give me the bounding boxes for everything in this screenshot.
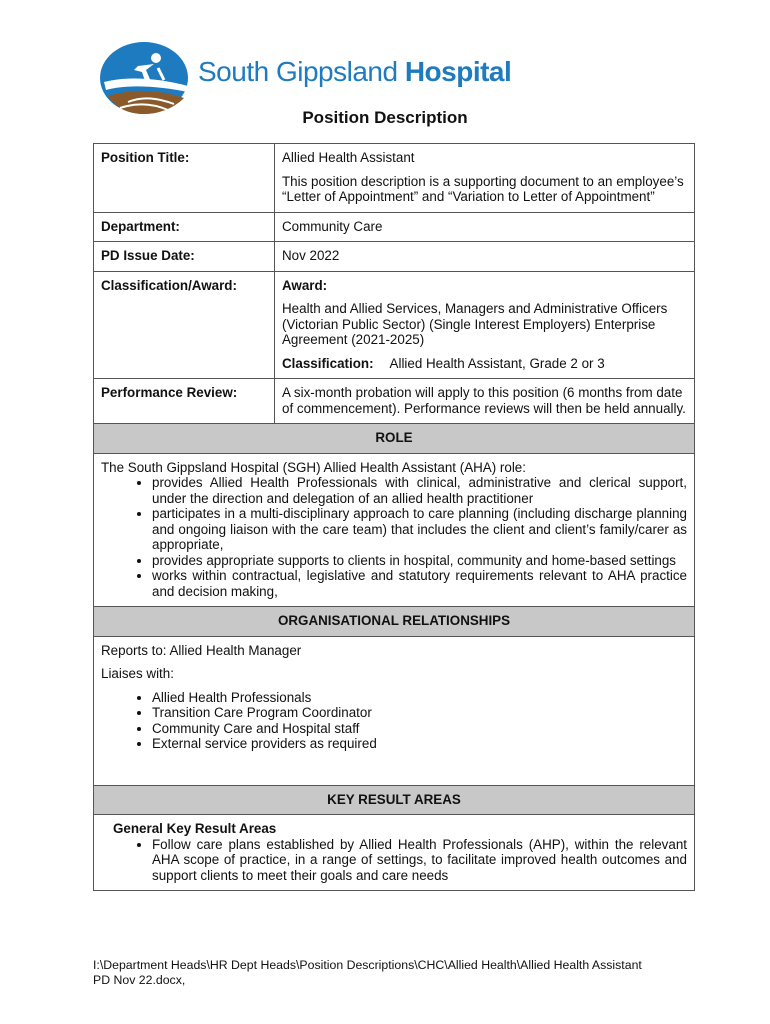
classification-label: Classification: [282,355,374,371]
label-classification: Classification/Award: [94,271,275,379]
role-list [101,475,687,599]
key-results-body-row [94,815,695,891]
list-item: • works within contractual, legislative and statutory requirements relevant to AHA practice and decision making, [152,568,687,599]
hospital-name-plain: South Gippsland [198,56,398,87]
row-position-title [94,144,695,213]
position-title-note: This position description is a supporting document to an employee’s “Letter of Appointment” and “Variation to Letter of Appointment” [282,173,684,204]
list-item: • External service providers as required [152,736,687,752]
value-performance-review: A six-month probation will apply to this position (6 months from date of commencement). Performance reviews will then be held annually. [275,379,695,424]
relationships-body-row [94,636,695,785]
hospital-name [198,56,511,88]
label-performance-review: Performance Review: [94,379,275,424]
hospital-logo [98,40,512,116]
classification-value: Allied Health Assistant, Grade 2 or 3 [389,355,605,371]
liaises-list [101,690,687,752]
value-position-title [275,144,695,213]
page-title: Position Description [302,108,468,127]
key-results-heading: KEY RESULT AREAS [94,785,695,815]
label-department: Department: [94,212,275,242]
value-issue-date: Nov 2022 [275,242,695,272]
document-footer [93,958,642,988]
value-department: Community Care [275,212,695,242]
role-heading-row [94,424,695,454]
value-classification [275,271,695,379]
key-results-body [94,815,695,891]
row-performance-review [94,379,695,424]
relationships-heading-row [94,607,695,637]
role-heading: ROLE [94,424,695,454]
classification-line [282,356,687,372]
position-title-value: Allied Health Assistant [282,150,415,165]
row-classification [94,271,695,379]
list-item: • participates in a multi-disciplinary approach to care planning (including discharge planning and ongoing liaison with the care team) that includes the client and client’s family/carer as appropriate, [152,506,687,553]
role-intro: The South Gippsland Hospital (SGH) Allied Health Assistant (AHA) role: [101,459,526,475]
hospital-name-bold: Hospital [404,56,512,87]
role-body-row [94,453,695,607]
list-item: • Allied Health Professionals [152,690,687,706]
list-item: • Transition Care Program Coordinator [152,705,687,721]
hospital-emblem-icon [98,40,190,116]
role-body [94,453,695,607]
key-results-list [101,837,687,884]
footer-path: I:\Department Heads\HR Dept Heads\Position Descriptions\CHC\Allied Health\Allied Health Assistant [93,958,642,972]
list-item: • Follow care plans established by Allied Health Professionals (AHP), within the relevant AHA scope of practice, in a range of settings, to facilitate improved health outcomes and support clients to meet their goals and care needs [152,837,687,884]
relationships-heading: ORGANISATIONAL RELATIONSHIPS [94,607,695,637]
key-results-subheading: General Key Result Areas [113,821,277,836]
liaises-label: Liaises with: [101,666,174,681]
footer-filename: PD Nov 22.docx, [93,973,186,987]
list-item: • provides Allied Health Professionals with clinical, administrative and clerical support, under the direction and delegation of an allied health practitioner [152,475,687,506]
label-issue-date: PD Issue Date: [94,242,275,272]
list-item: • provides appropriate supports to clients in hospital, community and home-based settings [152,553,687,569]
label-position-title: Position Title: [94,144,275,213]
key-results-heading-row [94,785,695,815]
list-item: • Community Care and Hospital staff [152,721,687,737]
position-description-table [93,143,695,891]
reports-to: Reports to: Allied Health Manager [101,642,302,658]
award-text: Health and Allied Services, Managers and Administrative Officers (Victorian Public Sector) (Single Interest Employers) Enterprise Agreement (2021-2025) [282,301,668,347]
row-department [94,212,695,242]
relationships-body [94,636,695,785]
row-issue-date [94,242,695,272]
award-heading: Award: [282,277,328,293]
